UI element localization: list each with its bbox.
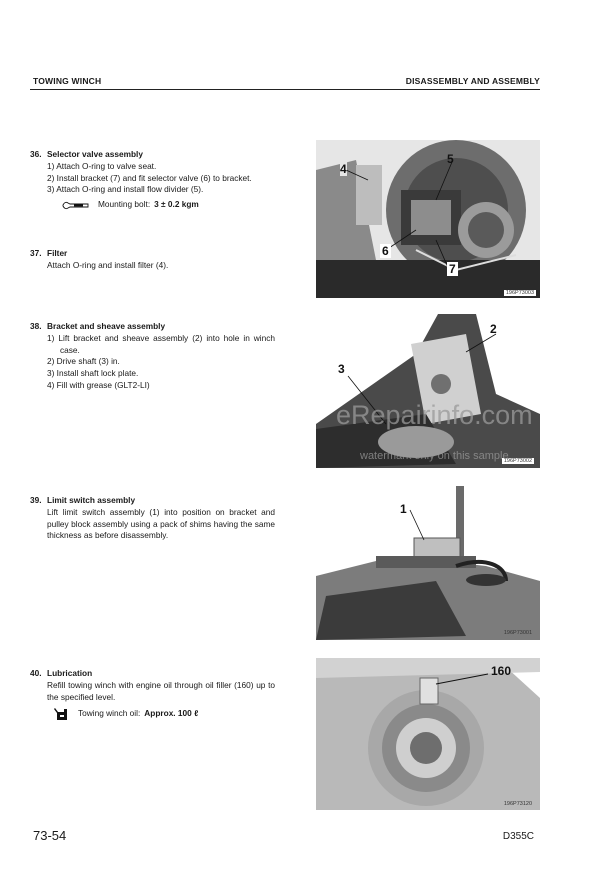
- step-number: 40.: [30, 668, 42, 678]
- step-item: 4) Fill with grease (GLT2-LI): [47, 379, 150, 390]
- photo-oil-filler: [316, 658, 540, 810]
- torque-wrench-icon: [62, 200, 90, 210]
- oil-can-icon: [54, 707, 70, 721]
- model-code: D355C: [502, 831, 534, 842]
- photo-caption: 196P73002: [503, 458, 532, 464]
- step-text: Lift limit switch assembly (1) into position on bracket and pulley block assembly using a pack of shims having the same thickness as before disassembly.: [47, 506, 275, 541]
- step-item: 3) Attach O-ring and install flow divider (5).: [47, 184, 204, 195]
- callout-label: 160: [491, 664, 512, 678]
- photo-caption: 196P73001: [503, 630, 532, 636]
- page-number: 73-54: [33, 828, 67, 843]
- spec-value: 3 ± 0.2 kgm: [154, 199, 199, 210]
- step-37: [30, 248, 275, 272]
- chapter-title: DISASSEMBLY AND ASSEMBLY: [405, 76, 540, 86]
- step-text: Attach O-ring and install filter (4).: [47, 259, 169, 270]
- step-38: [30, 321, 275, 392]
- step-text: Refill towing winch with engine oil through oil filler (160) up to the specified level.: [47, 679, 275, 702]
- step-40: [30, 668, 275, 721]
- section-title: TOWING WINCH: [33, 76, 102, 86]
- step-title: Filter: [47, 248, 68, 258]
- photo-limit-switch: [316, 486, 540, 640]
- photo-caption: 196P73003: [505, 290, 534, 296]
- spec-label: Towing winch oil:: [78, 708, 141, 719]
- watermark-main: eRepairinfo.com: [336, 400, 533, 430]
- header-rule: [30, 89, 540, 90]
- torque-spec: [30, 199, 275, 211]
- callout-label: 1: [400, 502, 407, 516]
- step-item: 2) Drive shaft (3) in.: [47, 356, 120, 367]
- callout-label: 5: [447, 152, 454, 166]
- callout-label: 3: [338, 362, 345, 376]
- step-number: 37.: [30, 248, 42, 258]
- photo-bracket-sheave: [316, 314, 540, 468]
- step-title: Bracket and sheave assembly: [47, 321, 166, 331]
- step-item: 2) Install bracket (7) and fit selector valve (6) to bracket.: [47, 172, 252, 183]
- step-title: Limit switch assembly: [47, 495, 136, 505]
- spec-label: Mounting bolt:: [98, 199, 151, 210]
- step-item: 1) Attach O-ring to valve seat.: [47, 160, 157, 171]
- step-39: [30, 495, 275, 542]
- step-item: 3) Install shaft lock plate.: [47, 368, 139, 379]
- callout-label: 6: [382, 244, 389, 258]
- step-number: 36.: [30, 149, 42, 159]
- photo-selector-valve: [316, 140, 540, 298]
- step-number: 38.: [30, 321, 42, 331]
- spec-value: Approx. 100 ℓ: [144, 708, 199, 719]
- callout-label: 2: [490, 322, 497, 336]
- watermark-sub: watermark only on this sample: [360, 450, 509, 462]
- photo-caption: 196P73120: [503, 801, 532, 807]
- step-number: 39.: [30, 495, 42, 505]
- callout-label: 7: [449, 262, 456, 276]
- callout-label: 4: [340, 162, 347, 176]
- oil-spec: [30, 707, 275, 721]
- step-title: Lubrication: [47, 668, 93, 678]
- step-36: [30, 149, 275, 211]
- step-title: Selector valve assembly: [47, 149, 143, 159]
- step-item: 1) Lift bracket and sheave assembly (2) into hole in winch case.: [47, 332, 275, 355]
